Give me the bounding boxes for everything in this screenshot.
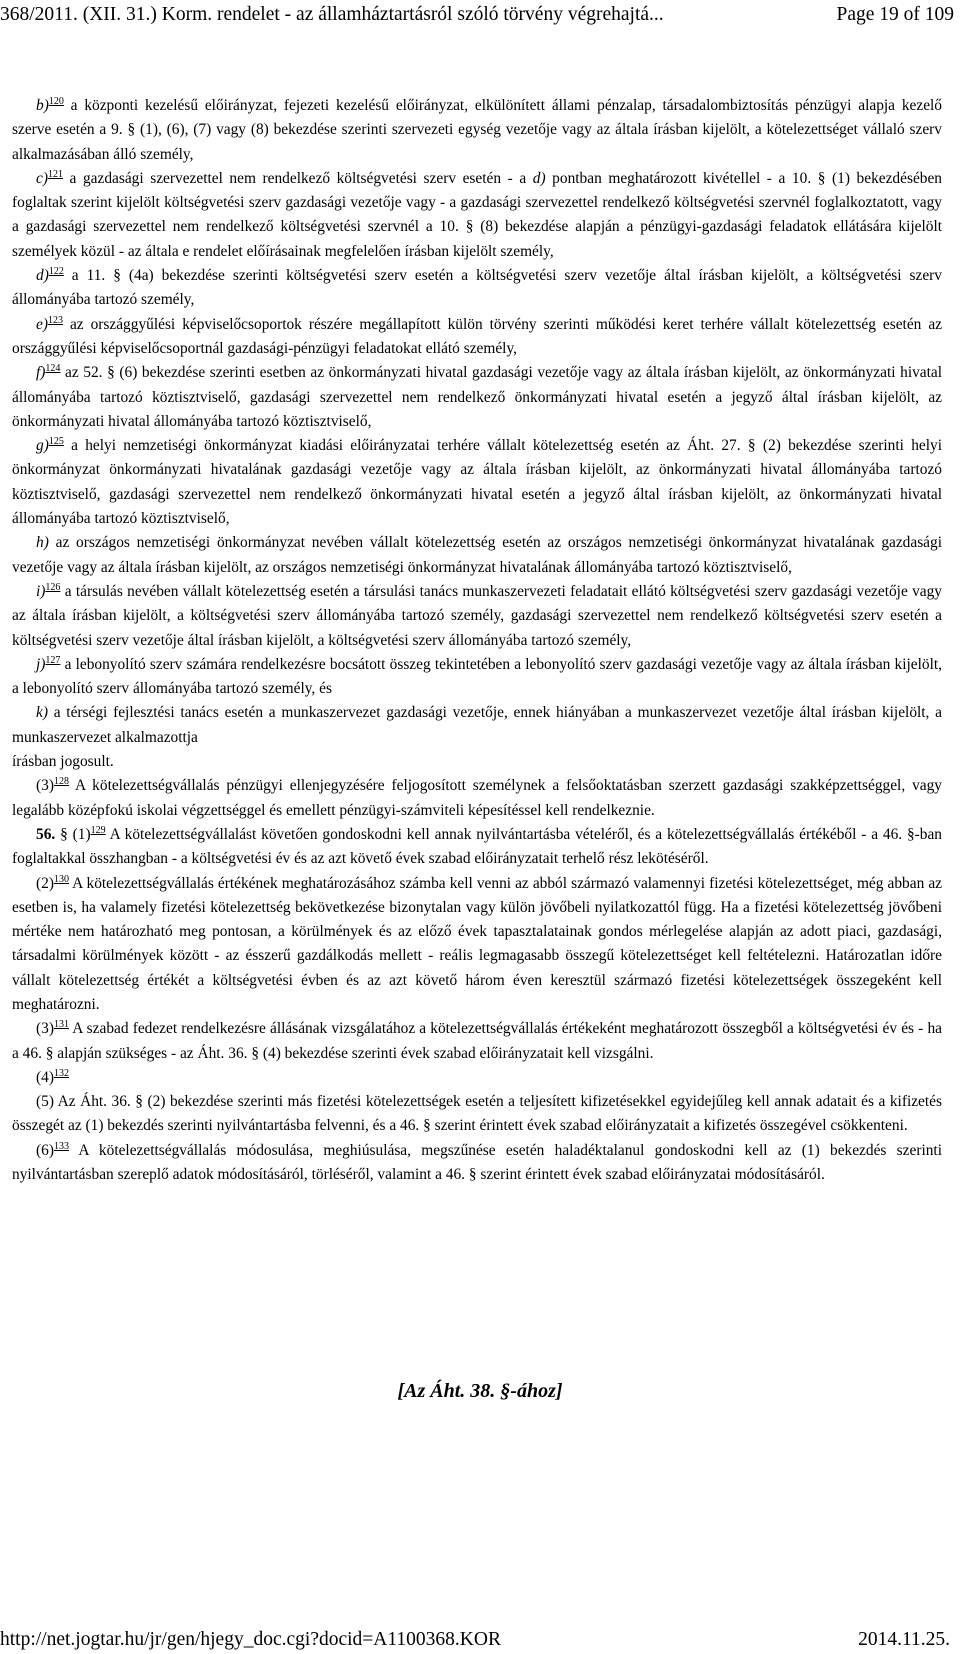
section-56-paragraph-1 <box>12 823 942 872</box>
paragraph-2 <box>12 872 942 1018</box>
paragraph-text: A kötelezettségvállalás módosulása, meghiúsulása, megszűnése esetén haladéktalanul gondoskodni kell az (1) bekezdés szerinti nyilvántartásban szereplő adatok módosításáról, törléséről, valamint a 46. § szerint érintett évek szabad előirányzatai módosításáról. <box>12 1141 942 1184</box>
paragraph-number: (2) <box>36 874 54 892</box>
item-text: a helyi nemzetiségi önkormányzat kiadási előirányzatai terhére vállalt kötelezettség esetén az Áht. 27. § (2) bekezdése szerinti helyi önkormányzat önkormányzati hivatalának gazdasági vezetője vagy az általa írásban kijelölt, az önkormányzati hivatal állományába tartozó köztisztviselő, gazdasági szervezettel nem rendelkező önkormányzati hivatal esetén a jegyző által írásban kijelölt, az önkormányzati hivatal állományába tartozó köztisztviselő, <box>12 437 942 528</box>
item-j <box>12 653 942 702</box>
paragraph-5: (5) Az Áht. 36. § (2) bekezdése szerinti más fizetési kötelezettségek esetén a teljesített kifizetésekkel egyidejűleg kell annak adatait és a kifizetés összegét az (1) bekezdés szerinti nyilvántartásba felvenni, és a 46. § szerint érintett évek szabad előirányzatait a kifizetés összegével csökkenteni. <box>12 1093 942 1135</box>
item-e <box>12 313 942 362</box>
item-label: k) <box>36 704 48 722</box>
item-label: g) <box>36 437 49 455</box>
document-body <box>12 94 942 1187</box>
footnote-link[interactable]: 126 <box>45 581 61 593</box>
footnote-link[interactable]: 129 <box>90 824 106 836</box>
paragraph-text: A kötelezettségvállalást követően gondoskodni kell annak nyilvántartásba vételéről, és a kötelezettségvállalás értékéből - a 46. §-ban foglaltakkal összhangban - a költségvetési év és az azt követő évek szabad előirányzatait terhelő rész lekötéséről. <box>12 825 942 868</box>
paragraph-number: (3) <box>36 777 54 795</box>
item-label: c) <box>36 169 48 187</box>
item-text: a központi kezelésű előirányzat, fejezeti kezelésű előirányzat, elkülönített állami pénzalap, társadalombiztosítás pénzügyi alapja kezelő szerve esetén a 9. § (1), (6), (7) vagy (8) bekezdése szerinti szervezeti egység vezetője vagy az általa írásban kijelölt, a kötelezettséget vállaló szerv alkalmazásában álló személy, <box>12 97 942 163</box>
item-text: pontban meghatározott kivétellel - a 10. § (1) bekezdésében foglaltak szerint kijelölt költségvetési szerv gazdasági vezetője vagy - a gazdasági szervezettel rendelkező költségvetési szervnél foglalkoztatott, vagy a gazdasági szervezettel nem rendelkező költségvetési szervnél a 10. § (8) bekezdése alapján a pénzügyi-gazdasági feladatok ellátására kijelölt személyek közül - az általa e rendelet előírásainak megfelelően írásban kijelölt személy, <box>12 169 943 260</box>
item-k <box>12 701 942 750</box>
paragraph-number: (6) <box>36 1141 54 1159</box>
paragraph-3 <box>12 774 942 823</box>
footnote-link[interactable]: 121 <box>47 168 63 180</box>
paragraph-number: (1) <box>72 825 91 843</box>
footnote-link[interactable]: 120 <box>48 96 64 107</box>
item-text: a térségi fejlesztési tanács esetén a munkaszervezet gazdasági vezetője, ennek hiányában a munkaszervezet vezetője által írásban kijelölt, a munkaszervezet alkalmazottja <box>12 704 942 746</box>
item-label: i) <box>36 582 46 600</box>
item-i <box>12 580 942 653</box>
footnote-link[interactable]: 123 <box>47 314 63 326</box>
item-label: j) <box>36 655 46 673</box>
item-label: h) <box>36 534 49 552</box>
footnote-link[interactable]: 132 <box>53 1067 69 1079</box>
item-text: az országos nemzetiségi önkormányzat nevében vállalt kötelezettség esetén az országos nemzetiségi önkormányzat hivatalának gazdasági vezetője vagy az általa írásban kijelölt, az országos nemzetiségi önkormányzat hivatalának állományába tartozó köztisztviselő, <box>12 534 942 576</box>
item-text: a gazdasági szervezettel nem rendelkező költségvetési szerv esetén - a <box>62 169 533 187</box>
footnote-link[interactable]: 128 <box>53 776 69 788</box>
item-text: az 52. § (6) bekezdése szerinti esetben az önkormányzati hivatal gazdasági vezetője vagy az általa írásban kijelölt, az önkormányzati hivatal állományába tartozó köztisztviselő, gazdasági szervezettel nem rendelkező önkormányzati hivatal esetén a jegyző által írásban kijelölt, az önkormányzati hivatal állományába tartozó köztisztviselő, <box>12 364 942 430</box>
document-title: 368/2011. (XII. 31.) Korm. rendelet - az államháztartásról szóló törvény végrehajtá... <box>0 4 664 25</box>
section-sign: § <box>55 825 73 843</box>
section-number: 56. <box>36 825 56 843</box>
item-f <box>12 361 942 434</box>
item-h <box>12 531 942 580</box>
item-d <box>12 264 942 313</box>
item-reference: d) <box>532 169 546 187</box>
item-text: az országgyűlési képviselőcsoportok részére megállapított külön törvény szerinti működési keret terhére vállalt kötelezettség esetén az országgyűlési képviselőcsoportnál gazdasági-pénzügyi feladatokat ellátó személy, <box>12 315 942 357</box>
paragraph-number: (3) <box>36 1020 54 1038</box>
item-text: a lebonyolító szerv számára rendelkezésre bocsátott összeg tekintetében a lebonyolító szerv gazdasági vezetője vagy az általa írásban kijelölt, a lebonyolító szerv állományába tartozó személy, és <box>12 655 942 698</box>
footnote-link[interactable]: 127 <box>45 654 61 666</box>
page-indicator: Page 19 of 109 <box>836 4 954 25</box>
paragraph-6 <box>12 1139 942 1188</box>
footnote-link[interactable]: 125 <box>48 436 64 448</box>
footnote-link[interactable]: 133 <box>53 1140 69 1152</box>
item-g <box>12 434 942 531</box>
item-label: d) <box>36 267 49 285</box>
section-heading: [Az Áht. 38. §-ához] <box>397 1380 563 1402</box>
item-text: a társulás nevében vállalt kötelezettség esetén a társulási tanács munkaszervezeti feladatait ellátó költségvetési szerv gazdasági vezetője vagy az általa írásban kijelölt, a költségvetési szerv állományába tartozó személy, gazdasági szervezettel nem rendelkező költségvetési szerv esetén a költségvetési szerv vezetője által írásban kijelölt, a költségvetési szerv állományába tartozó személy, <box>12 582 942 649</box>
paragraph-3b <box>12 1017 942 1066</box>
item-k-tail: írásban jogosult. <box>12 753 114 771</box>
item-label: f) <box>36 364 46 382</box>
print-date: 2014.11.25. <box>858 1629 950 1650</box>
footnote-link[interactable]: 131 <box>53 1019 69 1031</box>
source-url[interactable]: http://net.jogtar.hu/jr/gen/hjegy_doc.cgi?docid=A1100368.KOR <box>0 1629 501 1650</box>
item-label: b) <box>36 97 49 114</box>
item-text: a 11. § (4a) bekezdése szerinti költségvetési szerv esetén a költségvetési szerv vezetője által írásban kijelölt, a költségvetési szerv állományába tartozó személy, <box>12 267 942 309</box>
item-c <box>12 167 942 264</box>
item-b <box>12 94 942 167</box>
footnote-link[interactable]: 124 <box>45 363 61 375</box>
paragraph-text: A kötelezettségvállalás pénzügyi ellenjegyzésére feljogosított személynek a felsőoktatásban szerzett gazdasági szakképzettséggel, vagy legalább középfokú iskolai végzettséggel és emellett pénzügyi-számviteli képesítéssel kell rendelkeznie. <box>12 777 942 819</box>
footnote-link[interactable]: 130 <box>53 873 69 885</box>
paragraph-text: A szabad fedezet rendelkezésre állásának vizsgálatához a kötelezettségvállalás értékeként meghatározott összegből a költségvetési év és - ha a 46. § alapján szükséges - az Áht. 36. § (4) bekezdése szerinti évek szabad előirányzatait kell vizsgálni. <box>12 1020 942 1062</box>
footnote-link[interactable]: 122 <box>48 266 64 278</box>
item-label: e) <box>36 315 48 333</box>
paragraph-4 <box>12 1066 942 1090</box>
paragraph-number: (4) <box>36 1068 54 1086</box>
paragraph-text: A kötelezettségvállalás értékének meghatározásához számba kell venni az abból származó valamennyi fizetési kötelezettséget, még abban az esetben is, ha valamely fizetési kötelezettség bekövetkezése bizonytalan vagy külön jövőbeli nyilatkozattól függ. Ha a fizetési kötelezettség jövőbeni mértéke nem határozható meg pontosan, a körülmények és az előző évek tapasztalatainak gondos mérlegelése alapján az adott piaci, gazdasági, társadalmi körülmények között - az ésszerű gazdálkodás mellett - reális legmagasabb összegű kötelezettséget kell feltételezni. Határozatlan időre vállalt kötelezettség értékét a költségvetési évben és az azt követő három éven keresztül származó fizetési kötelezettségek összegeként kell meghatározni. <box>12 874 942 1013</box>
